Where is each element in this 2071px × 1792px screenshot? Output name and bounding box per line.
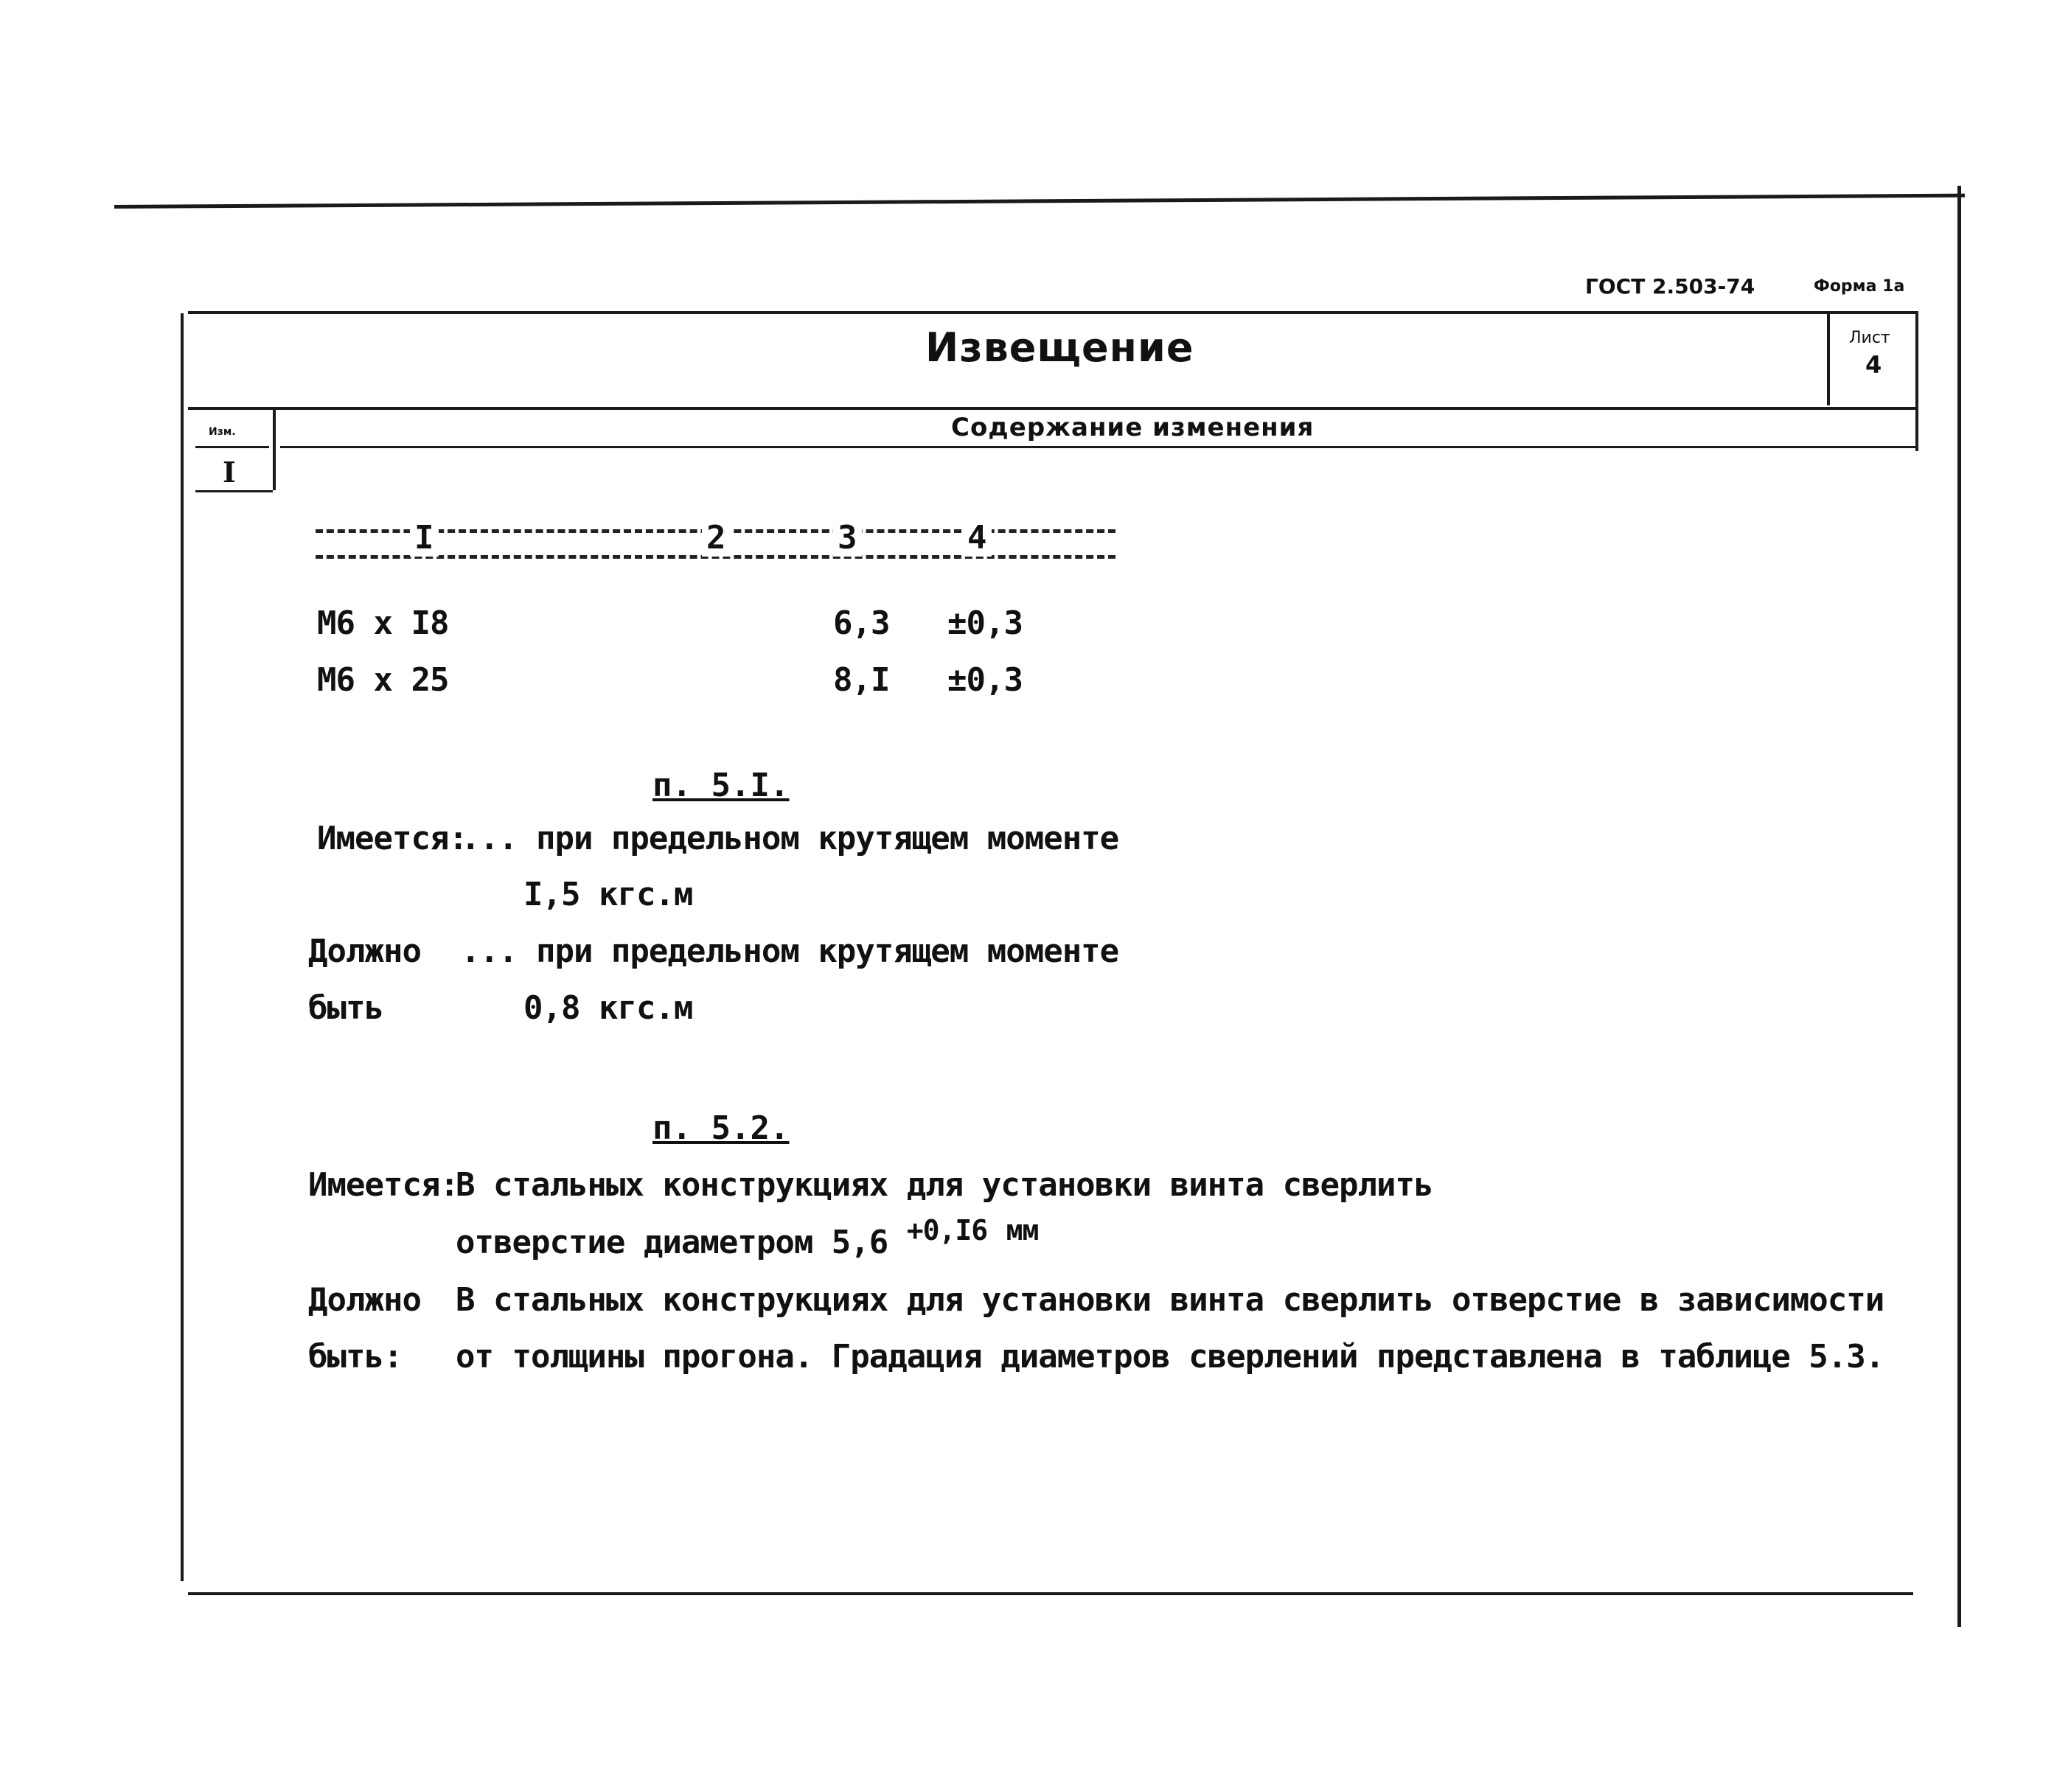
section-5-2-is-text-2-line bbox=[456, 1214, 1039, 1261]
section-5-1-is-text-2: I,5 кгс.м bbox=[523, 876, 693, 913]
section-5-2-heading: п. 5.2. bbox=[652, 1109, 790, 1147]
change-box-mid-line bbox=[195, 446, 269, 448]
right-border-line bbox=[1957, 186, 1961, 1627]
top-border-line bbox=[114, 194, 1965, 209]
sheet-number: 4 bbox=[1865, 351, 1882, 379]
form-label: Форма 1а bbox=[1814, 277, 1905, 296]
table-row-1-tolerance: ±0,3 bbox=[947, 604, 1023, 642]
column-number-1: I bbox=[410, 519, 439, 557]
change-number: I bbox=[223, 456, 236, 489]
table-row-2-size: М6 x 25 bbox=[317, 661, 449, 699]
change-box-bottom-line bbox=[195, 490, 273, 492]
form-section-bottom-line bbox=[280, 446, 1917, 448]
change-box-right-line bbox=[273, 409, 276, 490]
column-number-4: 4 bbox=[963, 519, 992, 557]
section-5-2-should-label-1: Должно bbox=[308, 1281, 421, 1319]
section-5-2-should-text-2: от толщины прогона. Градация диаметров сверлений представлена в таблице 5.3. bbox=[456, 1338, 1884, 1376]
section-title: Содержание изменения bbox=[951, 413, 1315, 442]
table-row-1-value: 6,3 bbox=[833, 604, 890, 642]
form-top-line bbox=[188, 311, 1917, 314]
section-5-1-should-label-2: быть bbox=[308, 989, 383, 1027]
sheet-box-left-line bbox=[1827, 311, 1830, 405]
sheet-label: Лист bbox=[1849, 329, 1890, 347]
left-border-line bbox=[181, 313, 184, 1581]
section-5-2-is-text-1: В стальных конструкциях для установки винта сверлить bbox=[456, 1166, 1433, 1204]
section-5-2-should-label-2: быть: bbox=[308, 1338, 403, 1376]
section-5-1-is-label: Имеется: bbox=[317, 820, 467, 857]
change-label: Изм. bbox=[209, 426, 236, 438]
section-5-1-is-text-1: ... при предельном крутящем моменте bbox=[461, 820, 1119, 857]
page-title: Извещение bbox=[925, 324, 1194, 371]
table-row-1-size: М6 x I8 bbox=[317, 604, 449, 642]
section-5-1-should-text-1: ... при предельном крутящем моменте bbox=[461, 932, 1119, 970]
section-5-2-is-label: Имеется: bbox=[308, 1166, 459, 1204]
gost-number: ГОСТ 2.503-74 bbox=[1585, 274, 1755, 299]
section-5-2-is-tolerance: +0,I6 bbox=[906, 1214, 988, 1247]
section-5-1-should-text-2: 0,8 кгс.м bbox=[523, 989, 693, 1027]
section-5-2-is-text-2: отверстие диаметром 5,6 bbox=[456, 1224, 888, 1261]
section-5-2-is-unit: мм bbox=[1006, 1214, 1039, 1247]
column-number-3: 3 bbox=[833, 519, 862, 557]
section-5-1-heading: п. 5.I. bbox=[652, 767, 790, 804]
column-number-2: 2 bbox=[702, 519, 731, 557]
section-5-1-should-label-1: Должно bbox=[308, 932, 421, 970]
form-right-line bbox=[1915, 311, 1918, 451]
table-row-2-tolerance: ±0,3 bbox=[947, 661, 1023, 699]
section-5-2-should-text-1: В стальных конструкциях для установки винта сверлить отверстие в зависимости bbox=[456, 1281, 1884, 1319]
bottom-border-line bbox=[188, 1592, 1913, 1595]
form-header-bottom-line bbox=[188, 407, 1917, 410]
table-row-2-value: 8,I bbox=[833, 661, 890, 699]
